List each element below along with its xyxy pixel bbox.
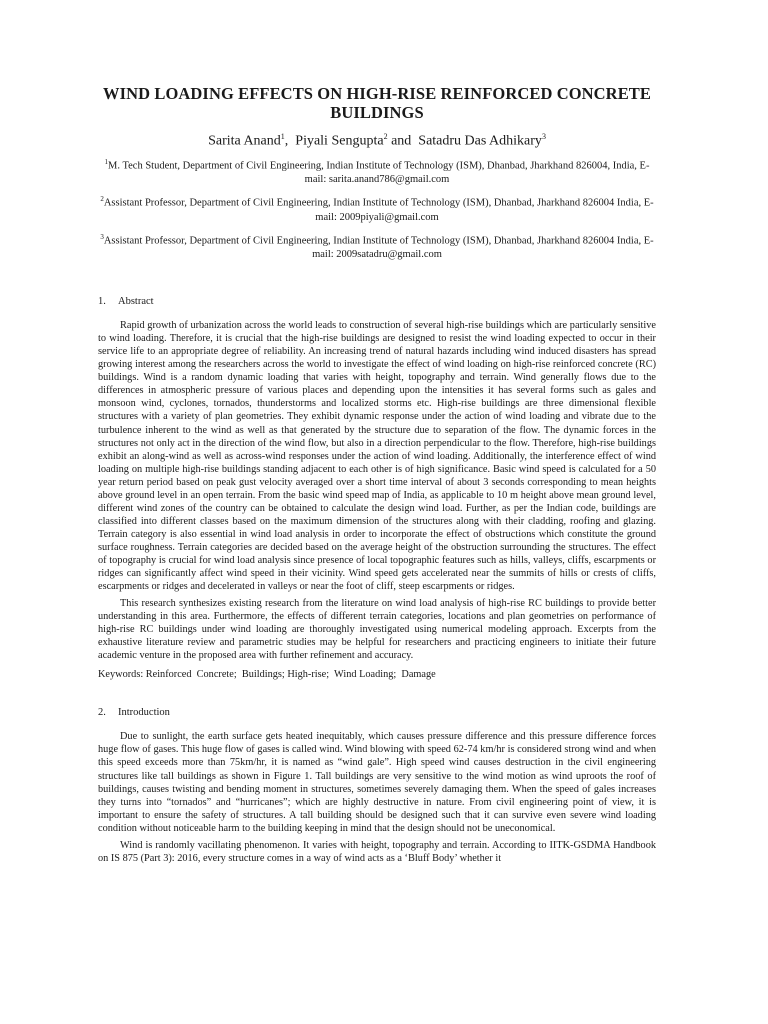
section-heading-introduction <box>98 706 656 720</box>
affiliation-text: Assistant Professor, Department of Civil Engineering, Indian Institute of Technology (ISM), Dhanbad, Jharkhand 826004 India, E-mail: 2009piyali@gmail.com <box>103 197 654 223</box>
affiliation-text: Assistant Professor, Department of Civil Engineering, Indian Institute of Technology (ISM), Dhanbad, Jharkhand 826004 India, E-mail: 2009satadru@gmail.com <box>103 235 654 261</box>
keywords-label: Keywords: <box>98 669 144 681</box>
section-title: Abstract <box>118 296 154 308</box>
author-sup: 1 <box>280 132 285 141</box>
introduction-paragraph: Due to sunlight, the earth surface gets heated inequitably, which causes pressure difference and this pressure difference forces huge flow of gases. This huge flow of gases is called wind. Wind blowing with speed 62-74 km/hr is considered strong wind and when this speed exceeds more than 75km/hr, it is named as “wind gale”. High speed wind causes destruction in the civil engineering structures like tall buildings as shown in Figure 1. Tall buildings are very sensitive to the wind motion as wind uproots the roof of buildings, causes twisting and bending moment in structures, sometimes severely damaging them. When the speed of gales increases they turns into “tornados” and “hurricanes”; which are highly destructive in nature. From civil engineering point of view, it is important to ensure the safety of structures. A tall building should be designed such that it can survive even severe wind loading condition without noticeable harm to the building keeping in mind that the design should not be uneconomical. <box>98 731 656 834</box>
author-name: Piyali Sengupta <box>295 133 384 149</box>
author-separator: , <box>284 133 296 149</box>
abstract-paragraph: Rapid growth of urbanization across the world leads to construction of several high-rise buildings which are particularly sensitive to wind loading. Therefore, it is crucial that the high-rise buildings are designed to resist the wind loading expected to occur in their service life to an appropriate degree of reliability. An increasing trend of natural hazards including wind induced disasters has spread growing interest among the researchers across the world to investigate the effect of wind loading on high-rise reinforced concrete (RC) buildings. Wind is a random dynamic loading that varies with height, topography and terrain. Wind generally flows due to the differences in atmospheric pressure of various places and depending upon the intensities it has several forms such as gales and monsoon wind, cyclones, tornados, thunderstorms and localized storms etc. High-rise buildings are three dimensional flexible structures with a variety of plan geometries. They exhibit dynamic response under the action of wind loading and vibrate due to the turbulence inherent to the wind as well as that generated by the structure due to separation of the flow. The dynamic forces in the structures not only act in the direction of the wind flow, but also in a direction perpendicular to the flow. Therefore, high-rise buildings exhibit an along-wind as well as across-wind responses under the action of wind loading. Additionally, the interference effect of wind loading on multiple high-rise buildings standing adjacent to each other is of high significance. Basic wind speed is calculated for a 50 year return period based on peak gust velocity averaged over a short time interval of about 3 seconds corresponding to mean heights above ground level in an open terrain. From the basic wind speed map of India, as applicable to 10 m height above mean ground level, different wind zones of the country can be obtained to calculate the design wind load. Further, as per the Indian code, buildings are classified into different classes based on the maximum dimension of the structures along with their cladding, roofing and glazing. Terrain category is also essential in wind load analysis in order to incorporate the effect of obstructions which constitute the ground surface roughness. Terrain categories are decided based on the average height of the obstruction surrounding the structures. The effect of topography is crucial for wind load analysis since presence of local topographic features such as hills, valleys, cliffs, escarpments or ridges can significantly affect wind speed in their vicinity. Wind speed gets accelerated near the summits of hills or crests of cliffs, escarpments or ridges and decelerated in valleys or near the foot of cliff, steep escarpments or ridges. <box>98 320 656 593</box>
affiliation-sup: 3 <box>100 232 104 241</box>
section-heading-abstract <box>98 295 656 309</box>
section-number: 1. <box>98 296 106 308</box>
affiliation <box>98 192 656 225</box>
affiliation-sup: 2 <box>100 195 104 204</box>
paper-title: WIND LOADING EFFECTS ON HIGH-RISE REINFORCED CONCRETE BUILDINGS <box>102 84 652 122</box>
author-sup: 3 <box>541 132 546 141</box>
author-list <box>98 128 656 151</box>
abstract-paragraph: This research synthesizes existing research from the literature on wind load analysis of high-rise RC buildings to provide better understanding in this area. Furthermore, the effects of different terrain categories, locations and plan geometries on performance of high-rise RC buildings under wind loading are thoroughly investigated using numerical modeling approach. Excerpts from the exhaustive literature review and parametric studies may be helpful for researchers and practicing engineers to initiate their future academic venture in the proposed area with further refinement and accuracy. <box>98 598 656 662</box>
author-name: Sarita Anand <box>208 133 281 149</box>
keywords-line <box>98 668 656 682</box>
author-sup: 2 <box>383 132 388 141</box>
affiliation <box>98 230 656 263</box>
affiliation <box>98 155 656 188</box>
introduction-paragraph: Wind is randomly vacillating phenomenon. It varies with height, topography and terrain. According to IITK-GSDMA Handbook on IS 875 (Part 3): 2016, every structure comes in a way of wind acts as a ‘Bluff Body’ whether it <box>98 839 656 864</box>
keywords-text: Reinforced Concrete; Buildings; High-rise; Wind Loading; Damage <box>143 669 436 681</box>
author-separator: and <box>387 133 419 149</box>
section-title: Introduction <box>118 707 170 719</box>
affiliation-sup: 1 <box>104 157 109 166</box>
section-number: 2. <box>98 707 106 719</box>
author-name: Satadru Das Adhikary <box>418 133 542 149</box>
affiliation-text: M. Tech Student, Department of Civil Engineering, Indian Institute of Technology (ISM), Dhanbad, Jharkhand 826004, India, E-mail: sarita.anand786@gmail.com <box>108 160 650 186</box>
